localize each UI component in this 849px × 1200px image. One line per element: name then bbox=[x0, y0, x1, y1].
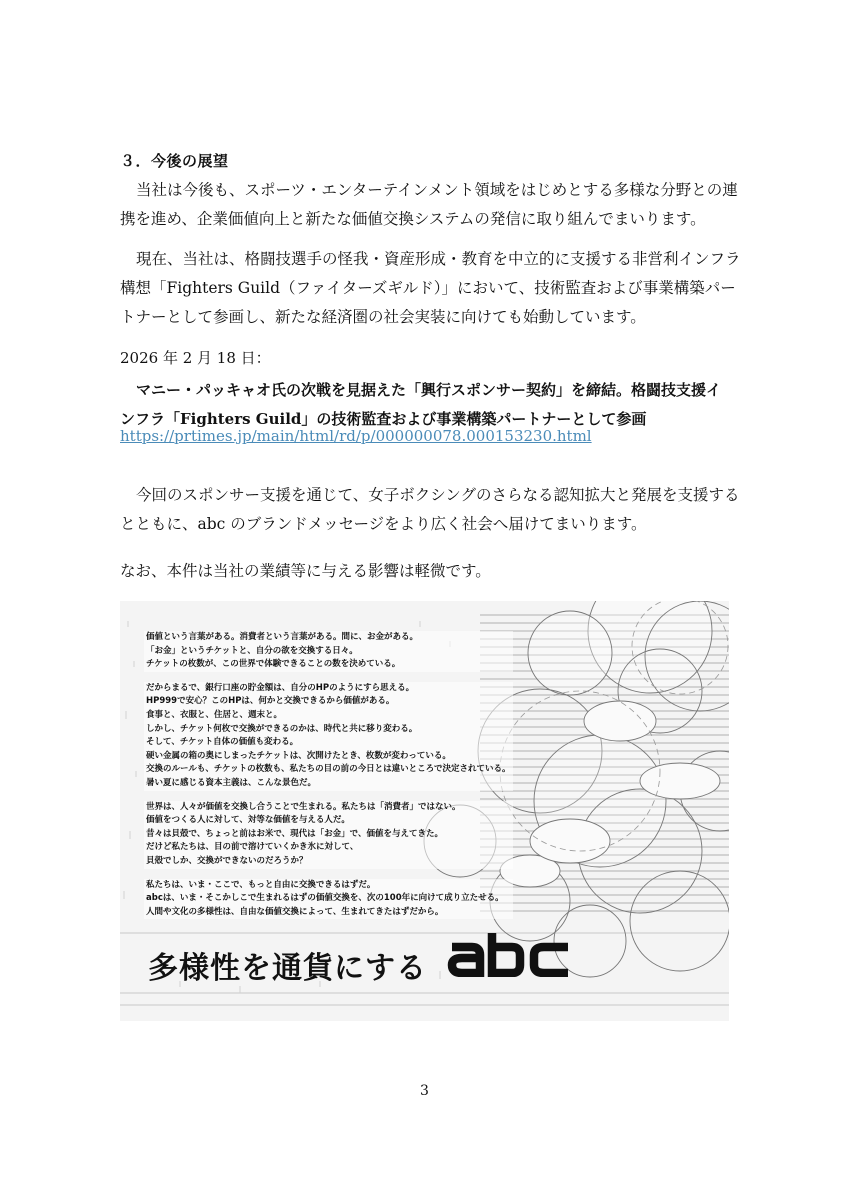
ad-copy-line: 価値という言葉がある。消費者という言葉がある。間に、お金がある。 bbox=[144, 631, 513, 645]
paragraph-line: 今回のスポンサー支援を通じて、女子ボクシングのさらなる認知拡大と発展を支援する bbox=[136, 486, 740, 504]
paragraph-line: なお、本件は当社の業績等に与える影響は軽微です。 bbox=[120, 562, 491, 580]
paragraph-line: トナーとして参画し、新たな経済圏の社会実装に向けても始動しています。 bbox=[120, 308, 646, 326]
ad-copy-line: 昔々は貝殻で、ちょっと前はお米で、現代は「お金」で、価値を与えてきた。 bbox=[144, 828, 513, 842]
paragraph-sponsorship bbox=[120, 481, 740, 539]
paragraph-fighters-guild bbox=[120, 245, 741, 332]
ad-copy-line: チケットの枚数が、この世界で体験できることの数を決めている。 bbox=[144, 658, 513, 672]
abc-logo bbox=[446, 933, 576, 977]
ad-copy-line: そして、チケット自体の価値も変わる。 bbox=[144, 736, 513, 750]
abc-logo-text: abc bbox=[446, 933, 448, 934]
ad-body-copy bbox=[144, 631, 513, 919]
ad-slogan: 多様性を通貨にする bbox=[148, 951, 427, 986]
ad-copy-line: 世界は、人々が価値を交換し合うことで生まれる。私たちは「消費者」ではない。 bbox=[144, 801, 513, 815]
ad-copy-line: 人間や文化の多様性は、自由な価値交換によって、生まれてきたはずだから。 bbox=[144, 906, 513, 920]
paragraph-line: 構想「Fighters Guild（ファイターズギルド）」において、技術監査および事業構築パー bbox=[120, 279, 736, 297]
ad-copy-line: abcは、いま・そこかしこで生まれるはずの価値交換を、次の100年に向けて成り立たせる。 bbox=[144, 892, 513, 906]
ad-copy-line: HP999で安心？このHPは、何かと交換できるから価値がある。 bbox=[144, 695, 513, 709]
release-url-link[interactable]: https://prtimes.jp/main/html/rd/p/000000078.000153230.html bbox=[120, 427, 592, 445]
paragraph-line: とともに、abc のブランドメッセージをより広く社会へ届けてまいります。 bbox=[120, 515, 647, 533]
release-date: 2026 年 2 月 18 日： bbox=[120, 349, 271, 367]
release-title bbox=[120, 376, 735, 434]
ad-copy-line: だからまるで、銀行口座の貯金額は、自分のHPのようにすら思える。 bbox=[144, 682, 513, 696]
ad-copy-line: 価値をつくる人に対して、対等な価値を与える人だ。 bbox=[144, 814, 513, 828]
paragraph-outlook bbox=[120, 176, 738, 234]
ad-copy-line: 私たちは、いま・ここで、もっと自由に交換できるはずだ。 bbox=[144, 879, 513, 893]
abc-advertisement-image bbox=[120, 601, 729, 1021]
ad-copy-line: 硬い金属の箱の奥にしまったチケットは、次開けたとき、枚数が変わっている。 bbox=[144, 750, 513, 764]
release-title-line: ンフラ「Fighters Guild」の技術監査および事業構築パートナーとして参画 bbox=[120, 410, 647, 428]
ad-copy-line: しかし、チケット何枚で交換ができるのかは、時代と共に移り変わる。 bbox=[144, 723, 513, 737]
page-number: 3 bbox=[420, 1083, 429, 1099]
section-heading: ３．今後の展望 bbox=[120, 152, 229, 170]
release-title-line: マニー・パッキャオ氏の次戦を見据えた「興行スポンサー契約」を締結。格闘技支援イ bbox=[136, 381, 722, 399]
ad-copy-line: 暑い夏に感じる資本主義は、こんな景色だ。 bbox=[144, 777, 513, 791]
paragraph-line: 当社は今後も、スポーツ・エンターテインメント領域をはじめとする多様な分野との連 bbox=[136, 181, 738, 199]
ad-copy-line: 交換のルールも、チケットの枚数も、私たちの目の前の今日とは違いところで決定されている。 bbox=[144, 763, 513, 777]
ad-copy-line: 食事と、衣服と、住居と、週末と。 bbox=[144, 709, 513, 723]
ad-copy-line: 「お金」というチケットと、自分の欲を交換する日々。 bbox=[144, 645, 513, 659]
paragraph-line: 携を進め、企業価値向上と新たな価値交換システムの発信に取り組んでまいります。 bbox=[120, 210, 706, 228]
ad-copy-line: だけど私たちは、目の前で溶けていくかき氷に対して、 bbox=[144, 841, 513, 855]
paragraph-line: 現在、当社は、格闘技選手の怪我・資産形成・教育を中立的に支援する非営利インフラ bbox=[136, 250, 741, 268]
ad-copy-line: 貝殻でしか、交換ができないのだろうか？ bbox=[144, 855, 513, 869]
paragraph-impact-note bbox=[120, 557, 730, 586]
